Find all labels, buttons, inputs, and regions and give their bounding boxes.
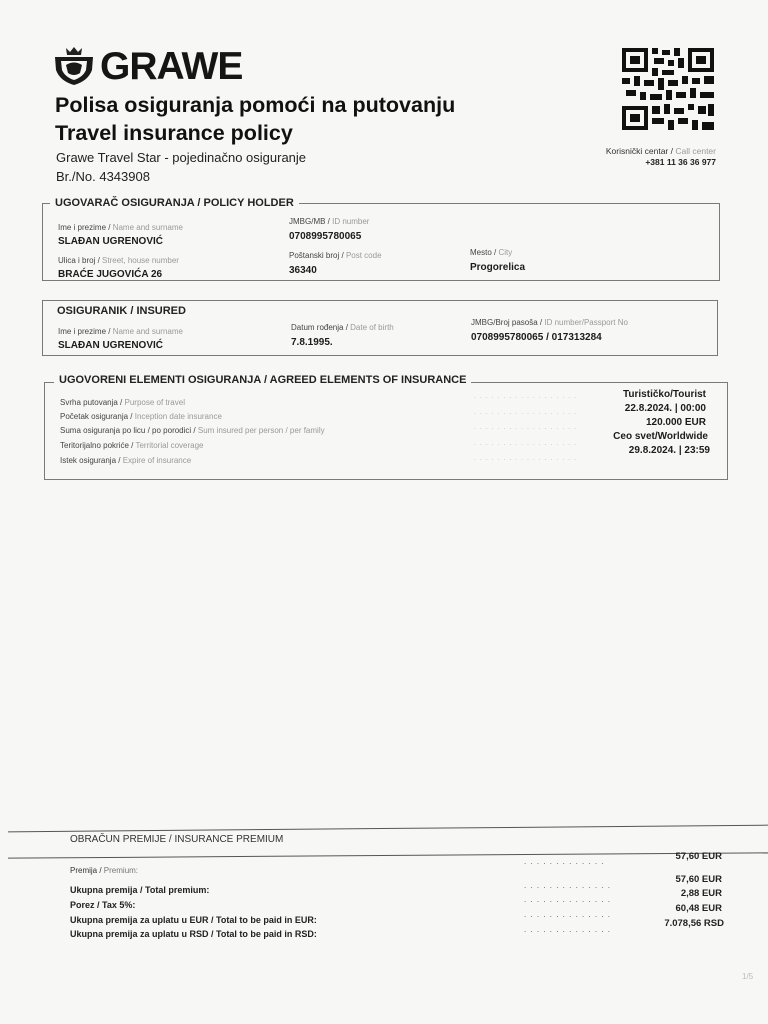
product-name: Grawe Travel Star - pojedinačno osiguranje (56, 150, 307, 165)
call-center-label: Korisnički centar / (605, 146, 673, 156)
agreed-elements-title: UGOVORENI ELEMENTI OSIGURANJA / AGREED ELEMENTS OF INSURANCE (54, 374, 471, 386)
grawe-logo (52, 46, 242, 86)
total-rsd-label: Ukupna premija za uplatu u RSD / Total to be paid in RSD: (70, 929, 317, 939)
holder-postal-label: Poštanski broj / Post code (289, 251, 382, 260)
holder-city-value: Progorelica (470, 262, 526, 273)
total-eur-label: Ukupna premija za uplatu u EUR / Total to be paid in EUR: (70, 915, 317, 925)
qr-code-icon (622, 48, 714, 130)
policy-holder-title: UGOVARAČ OSIGURANJA / POLICY HOLDER (50, 197, 299, 209)
holder-name-label: Ime i prezime / Name and surname (58, 223, 183, 232)
holder-id-value: 0708995780065 (289, 231, 362, 242)
total-rsd-value: 7.078,56 RSD (664, 918, 724, 929)
holder-city-label: Mesto / City (470, 248, 513, 257)
element-row-label: Početak osiguranja / Inception date insurance (60, 412, 222, 421)
holder-postal-value: 36340 (289, 265, 317, 276)
element-row-label: Svrha putovanja / Purpose of travel (60, 398, 185, 407)
insured-id-label: JMBG/Broj pasoša / ID number/Passport No (471, 318, 628, 327)
tax-value: 2,88 EUR (680, 888, 722, 899)
insured-dob-value: 7.8.1995. (291, 337, 333, 348)
element-row-label: Teritorijalno pokriće / Territorial coverage (60, 441, 204, 450)
call-center-phone: +381 11 36 36 977 (645, 156, 716, 167)
leader-dots: . . . . . . . . . . . . . . . . . . (474, 440, 578, 447)
element-row-label: Suma osiguranja po licu / po porodici / Sum insured per person / per family (60, 426, 325, 435)
title-english: Travel insurance policy (55, 121, 293, 145)
total-premium-value: 57,60 EUR (675, 874, 722, 885)
premium-title: OBRAČUN PREMIJE / INSURANCE PREMIUM (70, 834, 284, 845)
coat-of-arms-icon (52, 46, 96, 86)
holder-name-value: SLAĐAN UGRENOVIĆ (58, 236, 164, 247)
leader-dots: . . . . . . . . . . . . . . . . . . (474, 393, 578, 400)
page-number: 1/5 (742, 972, 754, 981)
total-premium-label: Ukupna premija / Total premium: (70, 885, 210, 895)
premium-value: 57,60 EUR (675, 851, 722, 862)
element-row-value: 22.8.2024. | 00:00 (624, 403, 706, 414)
logo-wordmark: GRAWE (100, 44, 243, 88)
leader-dots: . . . . . . . . . . . . . . (524, 910, 612, 919)
title-serbian: Polisa osiguranja pomoći na putovanju (55, 93, 456, 117)
premium-label: Premija / Premium: (70, 866, 139, 875)
leader-dots: . . . . . . . . . . . . . . . . . . (474, 455, 578, 462)
leader-dots: . . . . . . . . . . . . . (524, 857, 605, 866)
premium-top-rule (8, 825, 768, 833)
call-center-label-en: Call center (675, 146, 716, 156)
insured-dob-label: Datum rođenja / Date of birth (291, 323, 394, 332)
element-row-value: Ceo svet/Worldwide (613, 431, 708, 442)
call-center-info (560, 146, 716, 167)
leader-dots: . . . . . . . . . . . . . . . . . . (474, 409, 578, 416)
tax-label: Porez / Tax 5%: (70, 900, 136, 910)
element-row-label: Istek osiguranja / Expire of insurance (60, 456, 192, 465)
leader-dots: . . . . . . . . . . . . . . . . . . (474, 424, 578, 431)
insured-name-label: Ime i prezime / Name and surname (58, 327, 183, 336)
leader-dots: . . . . . . . . . . . . . . (524, 881, 612, 890)
element-row-value: Turističko/Tourist (623, 389, 706, 400)
insured-id-value: 0708995780065 / 017313284 (471, 332, 602, 343)
holder-id-label: JMBG/MB / ID number (289, 217, 370, 226)
holder-address-value: BRAĆE JUGOVIĆA 26 (58, 269, 163, 280)
policy-number: Br./No. 4343908 (56, 169, 150, 184)
element-row-value: 120.000 EUR (645, 417, 706, 428)
insured-title: OSIGURANIK / INSURED (52, 305, 191, 317)
leader-dots: . . . . . . . . . . . . . . (524, 925, 612, 934)
insured-name-value: SLAĐAN UGRENOVIĆ (58, 340, 164, 351)
leader-dots: . . . . . . . . . . . . . . (524, 895, 612, 904)
element-row-value: 29.8.2024. | 23:59 (628, 445, 710, 456)
total-eur-value: 60,48 EUR (675, 903, 722, 914)
holder-address-label: Ulica i broj / Street, house number (58, 256, 179, 265)
